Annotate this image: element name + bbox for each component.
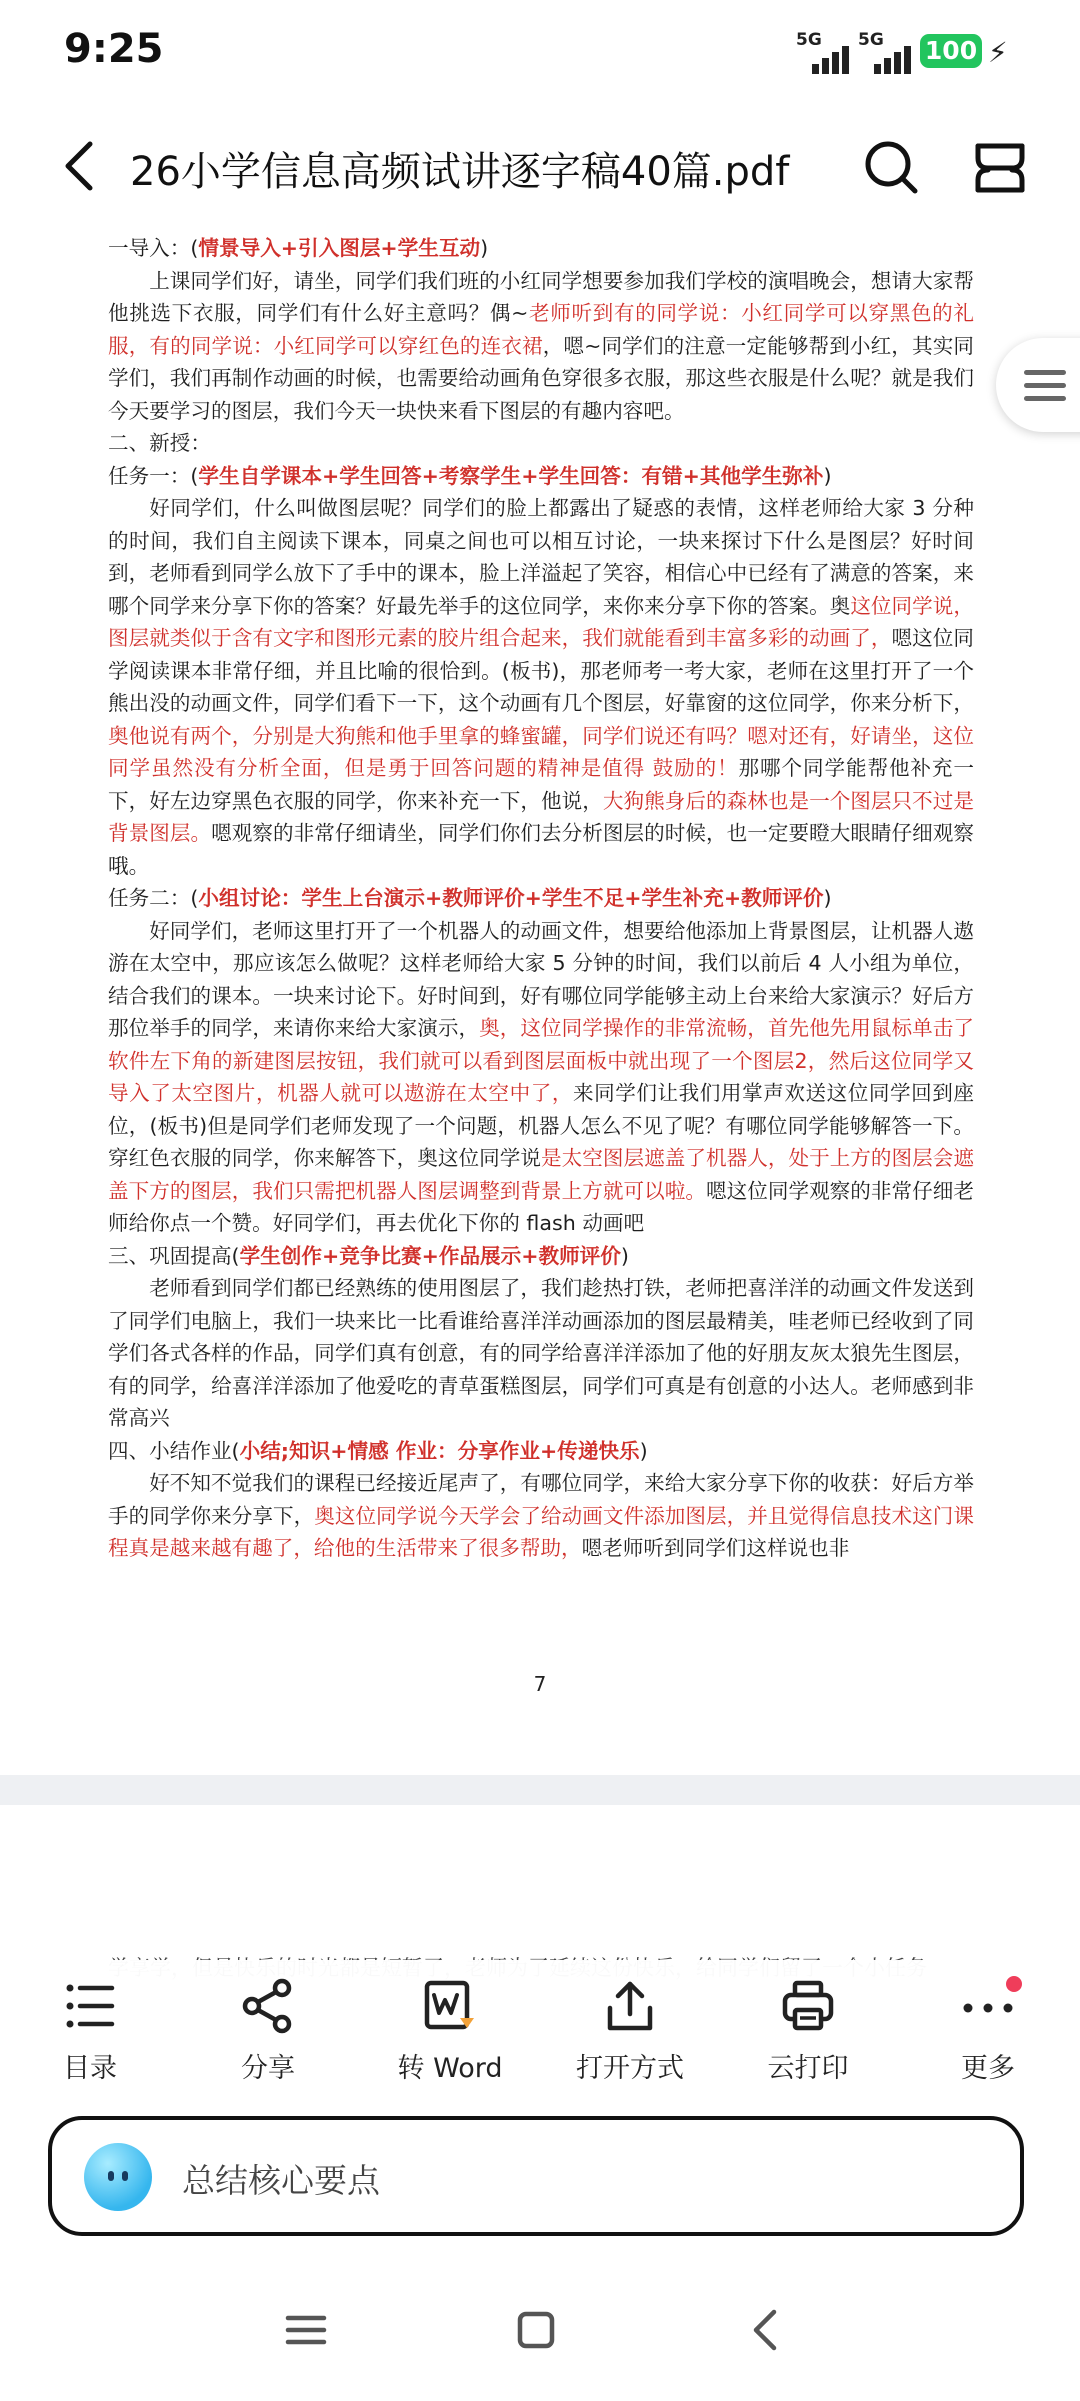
paragraph: 上课同学们好，请坐，同学们我们班的小红同学想要参加我们学校的演唱晚会，想请大家帮他挑选下衣服，同学们有什么好主意吗？偶~老师听到有的同学说：小红同学可以穿黑色的礼服，有的同学说：小红同学可以穿红色的连衣裙，嗯~同学们的注意一定能够帮到小红，其实同学们，我们再制作动画的时候，也需要给动画角色穿很多衣服，那这些衣服是什么呢？就是我们今天要学习的图层，我们今天一块快来看下图层的有趣内容吧。 xyxy=(108,268,974,423)
back-arrow-icon xyxy=(736,2300,796,2360)
system-navigation-bar xyxy=(0,2270,1080,2401)
page-separator xyxy=(0,1775,1080,1805)
paragraph: 好同学们，老师这里打开了一个机器人的动画文件，想要给他添加上背景图层，让机器人遨游在太空中，那应该怎么做呢？这样老师给大家 5 分钟的时间，我们以前后 4 人小组为单位，结合我们的课本。一块来讨论下。好时间到，好有哪位同学能够主动上台来给大家演示？好后方那位举手的同学，来请你来给大家演示，奥，这位同学操作的非常流畅，首先他先用鼠标单击了软件左下角的新建图层按钮，我们就可以看到图层面板中就出现了一个图层2，然后这位同学又导入了太空图片，机器人就可以遨游在太空中了，来同学们让我们用掌声欢送这位同学回到座位，(板书)但是同学们老师发现了一个问题，机器人怎么不见了呢？有哪位同学能够解答一下。穿红色衣服的同学，你来解答下，奥这位同学说是太空图层遮盖了机器人，处于上方的图层会遮盖下方的图层，我们只需把机器人图层调整到背景上方就可以啦。嗯这位同学观察的非常仔细老师给你点一个赞。好同学们，再去优化下你的 flash 动画吧 xyxy=(108,918,975,1235)
open-with-icon xyxy=(602,1978,658,2034)
document-title: 26小学信息高频试讲逐字稿40篇.pdf xyxy=(130,149,790,195)
home-square-icon xyxy=(506,2300,566,2360)
toolbar-label: 更多 xyxy=(961,2053,1015,2084)
charging-icon: ⚡ xyxy=(988,36,1008,69)
section-intro-heading: 一导入：(情景导入+引入图层+学生互动) xyxy=(108,236,489,260)
toolbar-contents-button[interactable] xyxy=(20,1978,160,2088)
section-new-heading: 二、新授： xyxy=(108,431,211,455)
menu-icon xyxy=(276,2300,336,2360)
toolbar-label: 云打印 xyxy=(767,2053,849,2084)
signal-1-icon: 5G xyxy=(796,30,854,74)
ai-assistant-avatar xyxy=(84,2143,152,2211)
paragraph: 老师看到同学们都已经熟练的使用图层了，我们趁热打铁，老师把喜洋洋的动画文件发送到了同学们电脑上，我们一块来比一比看谁给喜洋洋动画添加的图层最精美，哇老师已经收到了同学们各式各样的作品，同学们真有创意，有的同学给喜洋洋添加了他的好朋友灰太狼先生图层，有的同学，给喜洋洋添加了他爱吃的青草蛋糕图层，同学们可真是有创意的小达人。老师感到非常高兴 xyxy=(108,1276,974,1430)
paragraph: 好不知不觉我们的课程已经接近尾声了，有哪位同学，来给大家分享下你的收获：好后方举手的同学你来分享下，奥这位同学说今天学会了给动画文件添加图层，并且觉得信息技术这门课程真是越来越有趣了，给他的生活带来了很多帮助，嗯老师听到同学们这样说也非 xyxy=(108,1471,975,1560)
share-icon xyxy=(240,1978,296,2034)
page-number: 7 xyxy=(533,1672,547,1696)
toolbar-more-button[interactable] xyxy=(918,1978,1058,2088)
toolbar-label: 打开方式 xyxy=(576,2053,684,2084)
status-bar xyxy=(0,0,1080,110)
search-icon xyxy=(862,138,920,196)
toolbar-label: 转 Word xyxy=(397,2053,503,2084)
section-consolidate-heading: 三、巩固提高(学生创作+竞争比赛+作品展示+教师评价) xyxy=(108,1243,629,1268)
recent-apps-button[interactable] xyxy=(276,2300,336,2360)
side-menu-handle[interactable] xyxy=(996,338,1080,432)
toolbar-cloud-print-button[interactable] xyxy=(738,1978,878,2088)
convert-word-icon xyxy=(422,1978,478,2034)
paragraph: 好同学们，什么叫做图层呢？同学们的脸上都露出了疑惑的表情，这样老师给大家 3 分种的时间，我们自主阅读下课本，同桌之间也可以相互讨论，一块来探讨下什么是图层？好时间到，老师看到同学么放下了手中的课本，脸上洋溢起了笑容，相信心中已经有了满意的答案，来 哪个同学来分享下你的答案？好最先举手的这位同学，来你来分享下你的答案。奥这位同学说，图层就类似于含有文字和图形元素的胶片组合起来，我们就能看到丰富多彩的动画了，嗯这位同学阅读课本非常仔细，并且比喻的很恰到。(板书)，那老师考一考大家，老师在这里打开了一个熊出没的动画文件，同学们看下一下，这个动画有几个图层，好靠窗的这位同学，你来分析下，奥他说有两个，分别是大狗熊和他手里拿的蜂蜜罐，同学们说还有吗？嗯对还有，好请坐，这位同学虽然没有分析全面，但是勇于回答问题的精神是值得 鼓励的！那哪个同学能帮他补充一下，好左边穿黑色衣服的同学，你来补充一下，他说，大狗熊身后的森林也是一个图层只不过是背景图层。嗯观察的非常仔细请坐，同学们你们去分析图层的时候，也一定要瞪大眼睛仔细观察哦。 xyxy=(108,496,975,878)
home-button[interactable] xyxy=(506,2300,566,2360)
ai-prompt-text: 总结核心要点 xyxy=(182,2161,380,2200)
notification-dot xyxy=(1006,1976,1022,1992)
toolbar-share-button[interactable] xyxy=(198,1978,338,2088)
system-back-button[interactable] xyxy=(736,2300,796,2360)
status-time: 9:25 xyxy=(64,26,164,72)
toolbar-label: 分享 xyxy=(241,2053,295,2084)
battery-indicator: 100 xyxy=(920,34,982,68)
pdf-page[interactable] xyxy=(0,220,1080,1775)
toolbar-label: 目录 xyxy=(63,2053,117,2084)
fullscreen-button[interactable] xyxy=(972,140,1028,196)
toolbar-open-with-button[interactable] xyxy=(560,1978,700,2088)
back-button[interactable] xyxy=(56,136,106,196)
page-text xyxy=(108,232,974,1565)
bottom-toolbar xyxy=(0,1960,1080,2096)
expand-icon xyxy=(972,140,1028,196)
list-icon xyxy=(62,1978,118,2034)
ai-summary-bar[interactable] xyxy=(48,2116,1024,2236)
search-button[interactable] xyxy=(862,138,920,196)
title-bar xyxy=(0,110,1080,220)
menu-icon xyxy=(1024,370,1066,375)
signal-2-icon: 5G xyxy=(858,30,916,74)
task-two-heading: 任务二：(小组讨论：学生上台演示+教师评价+学生不足+学生补充+教师评价) xyxy=(108,886,832,910)
section-summary-heading: 四、小结作业(小结;知识+情感 作业：分享作业+传递快乐) xyxy=(108,1438,648,1463)
back-arrow-icon xyxy=(56,136,106,196)
task-one-heading: 任务一：(学生自学课本+学生回答+考察学生+学生回答：有错+其他学生弥补) xyxy=(108,463,832,488)
print-icon xyxy=(780,1978,836,2034)
toolbar-convert-word-button[interactable] xyxy=(380,1978,520,2088)
pdf-page-next[interactable] xyxy=(0,1805,1080,1975)
